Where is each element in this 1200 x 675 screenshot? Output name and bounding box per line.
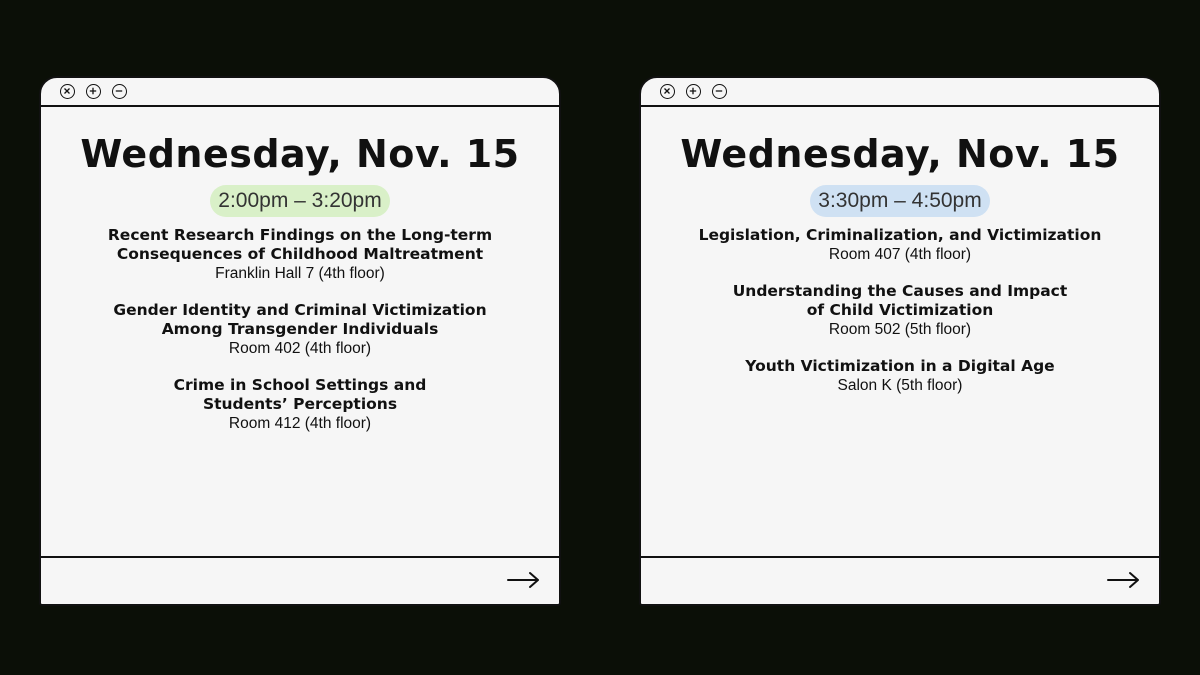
session-title <box>641 226 1159 245</box>
session-title-line: Gender Identity and Criminal Victimization <box>113 301 487 319</box>
session-title <box>641 282 1159 320</box>
session-room: Room 412 (4th floor) <box>228 415 372 432</box>
arrow-right-icon[interactable] <box>507 570 541 590</box>
maximize-icon[interactable] <box>686 84 701 99</box>
session-title-line: of Child Victimization <box>806 301 994 319</box>
schedule-window-2 <box>639 76 1161 606</box>
session-title <box>641 357 1159 376</box>
session-list <box>641 226 1159 395</box>
session-room: Room 407 (4th floor) <box>828 246 972 263</box>
bottom-bar <box>641 556 1159 604</box>
session-title-line: Understanding the Causes and Impact <box>732 282 1068 300</box>
arrow-right-icon[interactable] <box>1107 570 1141 590</box>
session-title <box>41 301 559 339</box>
session-item <box>641 357 1159 395</box>
session-item <box>641 282 1159 339</box>
session-title-line: Students’ Perceptions <box>202 395 398 413</box>
minimize-icon[interactable] <box>712 84 727 99</box>
session-room: Franklin Hall 7 (4th floor) <box>215 265 385 282</box>
minimize-icon[interactable] <box>112 84 127 99</box>
title-bar <box>641 78 1159 107</box>
time-slot-badge: 3:30pm – 4:50pm <box>810 185 989 217</box>
bottom-bar <box>41 556 559 604</box>
day-title: Wednesday, Nov. 15 <box>680 132 1120 176</box>
session-room: Room 502 (5th floor) <box>828 321 972 338</box>
session-list <box>41 226 559 433</box>
schedule-window-1 <box>39 76 561 606</box>
session-room: Salon K (5th floor) <box>837 377 963 394</box>
session-title-line: Among Transgender Individuals <box>161 320 439 338</box>
day-title: Wednesday, Nov. 15 <box>80 132 520 176</box>
session-title-line: Consequences of Childhood Maltreatment <box>116 245 484 263</box>
time-slot-badge: 2:00pm – 3:20pm <box>210 185 389 217</box>
window-content <box>41 107 559 557</box>
session-item <box>41 226 559 283</box>
session-title <box>41 226 559 264</box>
session-item <box>41 376 559 433</box>
session-item <box>641 226 1159 264</box>
session-title <box>41 376 559 414</box>
session-title-line: Youth Victimization in a Digital Age <box>745 357 1055 375</box>
session-title-line: Legislation, Criminalization, and Victimization <box>698 226 1102 244</box>
maximize-icon[interactable] <box>86 84 101 99</box>
session-room: Room 402 (4th floor) <box>228 340 372 357</box>
title-bar <box>41 78 559 107</box>
session-title-line: Recent Research Findings on the Long-term <box>107 226 493 244</box>
close-icon[interactable] <box>660 84 675 99</box>
window-content <box>641 107 1159 557</box>
close-icon[interactable] <box>60 84 75 99</box>
session-item <box>41 301 559 358</box>
session-title-line: Crime in School Settings and <box>173 376 427 394</box>
